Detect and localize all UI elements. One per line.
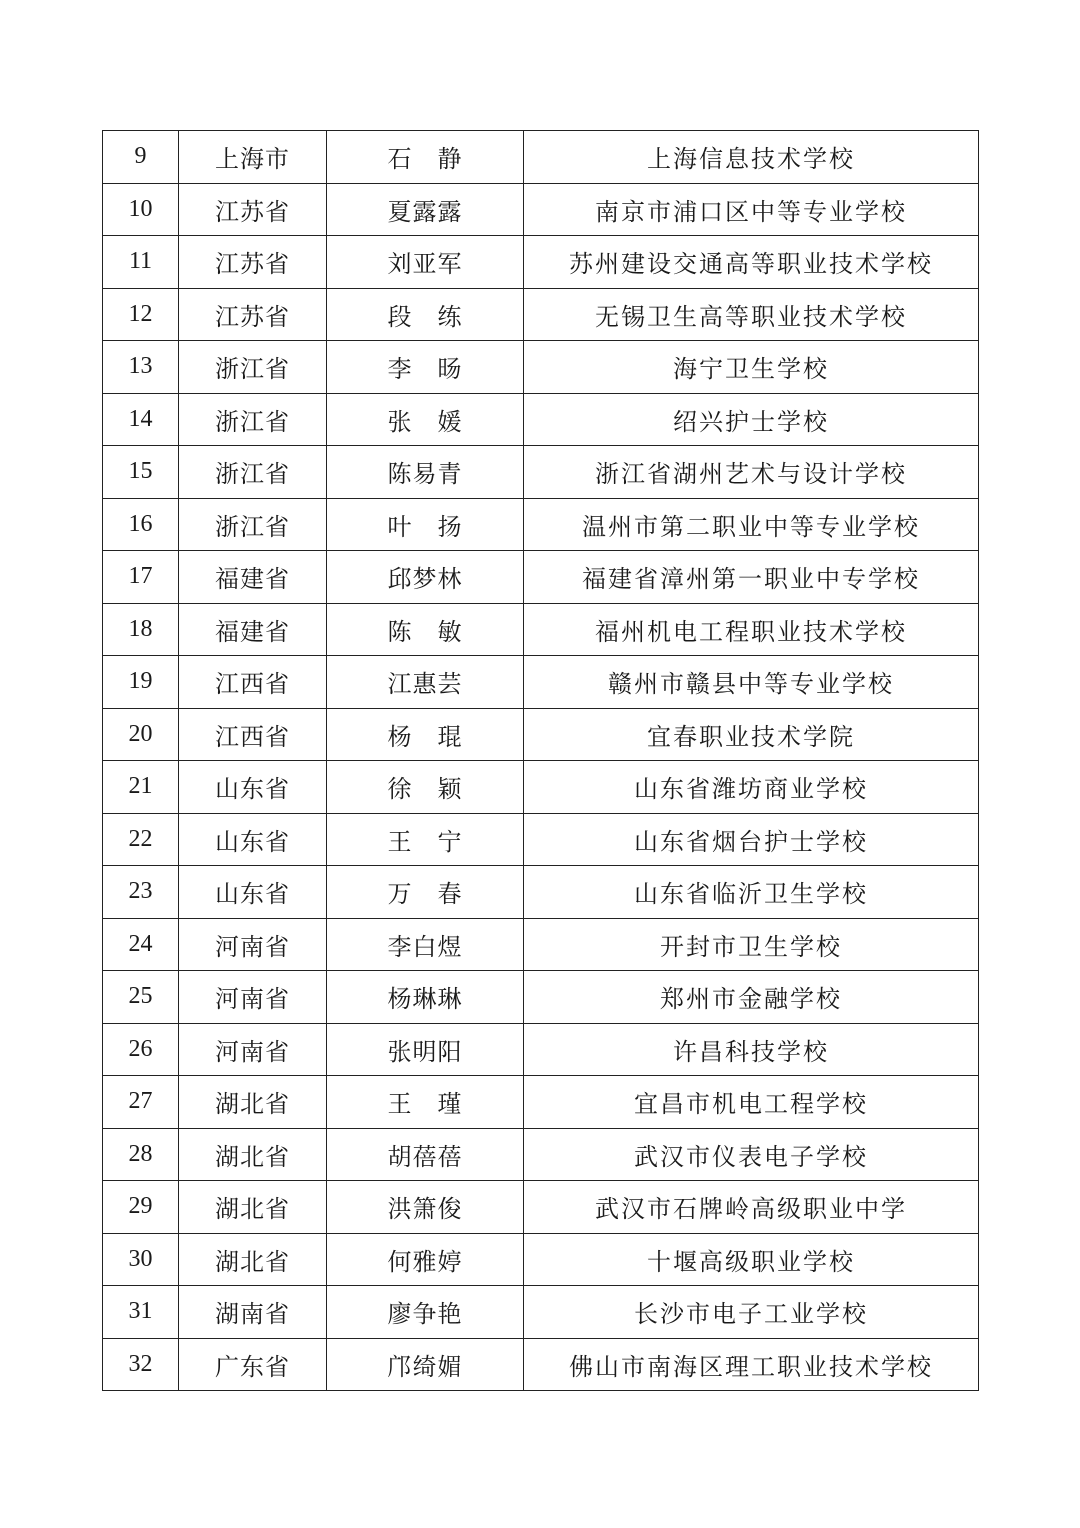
- school-cell: 上海信息技术学校: [524, 131, 979, 184]
- name-cell: 石 静: [327, 131, 524, 184]
- school-cell: 无锡卫生高等职业技术学校: [524, 288, 979, 341]
- row-number-cell: 24: [103, 918, 179, 971]
- name-cell: 刘亚军: [327, 236, 524, 289]
- school-cell: 福建省漳州第一职业中专学校: [524, 551, 979, 604]
- row-number-cell: 18: [103, 603, 179, 656]
- row-number-cell: 13: [103, 341, 179, 394]
- table-row: [103, 971, 979, 1024]
- school-cell: 赣州市赣县中等专业学校: [524, 656, 979, 709]
- table-row: [103, 918, 979, 971]
- province-cell: 河南省: [179, 971, 327, 1024]
- roster-table: [102, 130, 979, 1391]
- table-row: [103, 1076, 979, 1129]
- province-cell: 湖南省: [179, 1286, 327, 1339]
- province-cell: 山东省: [179, 813, 327, 866]
- table-row: [103, 236, 979, 289]
- name-cell: 徐 颖: [327, 761, 524, 814]
- name-cell: 胡蓓蓓: [327, 1128, 524, 1181]
- school-cell: 南京市浦口区中等专业学校: [524, 183, 979, 236]
- school-cell: 长沙市电子工业学校: [524, 1286, 979, 1339]
- row-number-cell: 21: [103, 761, 179, 814]
- province-cell: 山东省: [179, 761, 327, 814]
- name-cell: 杨 琨: [327, 708, 524, 761]
- name-cell: 何雅婷: [327, 1233, 524, 1286]
- name-cell: 李 旸: [327, 341, 524, 394]
- table-row: [103, 341, 979, 394]
- school-cell: 苏州建设交通高等职业技术学校: [524, 236, 979, 289]
- row-number-cell: 30: [103, 1233, 179, 1286]
- table-row: [103, 393, 979, 446]
- school-cell: 绍兴护士学校: [524, 393, 979, 446]
- school-cell: 浙江省湖州艺术与设计学校: [524, 446, 979, 499]
- school-cell: 山东省临沂卫生学校: [524, 866, 979, 919]
- name-cell: 杨琳琳: [327, 971, 524, 1024]
- province-cell: 江苏省: [179, 183, 327, 236]
- table-row: [103, 603, 979, 656]
- table-row: [103, 813, 979, 866]
- school-cell: 武汉市石牌岭高级职业中学: [524, 1181, 979, 1234]
- table-row: [103, 761, 979, 814]
- province-cell: 湖北省: [179, 1181, 327, 1234]
- name-cell: 陈 敏: [327, 603, 524, 656]
- name-cell: 陈易青: [327, 446, 524, 499]
- name-cell: 张明阳: [327, 1023, 524, 1076]
- table-row: [103, 866, 979, 919]
- row-number-cell: 28: [103, 1128, 179, 1181]
- row-number-cell: 15: [103, 446, 179, 499]
- name-cell: 万 春: [327, 866, 524, 919]
- province-cell: 上海市: [179, 131, 327, 184]
- name-cell: 叶 扬: [327, 498, 524, 551]
- province-cell: 湖北省: [179, 1128, 327, 1181]
- school-cell: 海宁卫生学校: [524, 341, 979, 394]
- name-cell: 江惠芸: [327, 656, 524, 709]
- province-cell: 浙江省: [179, 498, 327, 551]
- school-cell: 宜昌市机电工程学校: [524, 1076, 979, 1129]
- school-cell: 许昌科技学校: [524, 1023, 979, 1076]
- row-number-cell: 12: [103, 288, 179, 341]
- school-cell: 宜春职业技术学院: [524, 708, 979, 761]
- table-row: [103, 446, 979, 499]
- table-row: [103, 183, 979, 236]
- province-cell: 江苏省: [179, 288, 327, 341]
- province-cell: 湖北省: [179, 1233, 327, 1286]
- table-row: [103, 551, 979, 604]
- school-cell: 福州机电工程职业技术学校: [524, 603, 979, 656]
- row-number-cell: 20: [103, 708, 179, 761]
- school-cell: 山东省潍坊商业学校: [524, 761, 979, 814]
- name-cell: 邱梦林: [327, 551, 524, 604]
- province-cell: 江西省: [179, 656, 327, 709]
- row-number-cell: 23: [103, 866, 179, 919]
- province-cell: 福建省: [179, 603, 327, 656]
- table-row: [103, 1128, 979, 1181]
- row-number-cell: 26: [103, 1023, 179, 1076]
- table-row: [103, 708, 979, 761]
- school-cell: 开封市卫生学校: [524, 918, 979, 971]
- school-cell: 山东省烟台护士学校: [524, 813, 979, 866]
- province-cell: 江苏省: [179, 236, 327, 289]
- province-cell: 浙江省: [179, 446, 327, 499]
- table-row: [103, 288, 979, 341]
- province-cell: 河南省: [179, 1023, 327, 1076]
- name-cell: 邝绮媚: [327, 1338, 524, 1391]
- name-cell: 夏露露: [327, 183, 524, 236]
- name-cell: 王 瑾: [327, 1076, 524, 1129]
- province-cell: 河南省: [179, 918, 327, 971]
- row-number-cell: 10: [103, 183, 179, 236]
- table-row: [103, 1023, 979, 1076]
- row-number-cell: 29: [103, 1181, 179, 1234]
- row-number-cell: 25: [103, 971, 179, 1024]
- province-cell: 湖北省: [179, 1076, 327, 1129]
- row-number-cell: 19: [103, 656, 179, 709]
- table-row: [103, 656, 979, 709]
- name-cell: 廖争艳: [327, 1286, 524, 1339]
- table-row: [103, 131, 979, 184]
- row-number-cell: 9: [103, 131, 179, 184]
- table-row: [103, 1338, 979, 1391]
- roster-table-body: [103, 131, 979, 1391]
- province-cell: 浙江省: [179, 341, 327, 394]
- row-number-cell: 27: [103, 1076, 179, 1129]
- school-cell: 武汉市仪表电子学校: [524, 1128, 979, 1181]
- name-cell: 李白煜: [327, 918, 524, 971]
- province-cell: 江西省: [179, 708, 327, 761]
- school-cell: 十堰高级职业学校: [524, 1233, 979, 1286]
- name-cell: 洪箫俊: [327, 1181, 524, 1234]
- row-number-cell: 17: [103, 551, 179, 604]
- table-row: [103, 1286, 979, 1339]
- row-number-cell: 31: [103, 1286, 179, 1339]
- row-number-cell: 22: [103, 813, 179, 866]
- table-row: [103, 498, 979, 551]
- school-cell: 温州市第二职业中等专业学校: [524, 498, 979, 551]
- school-cell: 郑州市金融学校: [524, 971, 979, 1024]
- row-number-cell: 11: [103, 236, 179, 289]
- province-cell: 浙江省: [179, 393, 327, 446]
- province-cell: 山东省: [179, 866, 327, 919]
- name-cell: 王 宁: [327, 813, 524, 866]
- school-cell: 佛山市南海区理工职业技术学校: [524, 1338, 979, 1391]
- row-number-cell: 16: [103, 498, 179, 551]
- table-row: [103, 1233, 979, 1286]
- row-number-cell: 32: [103, 1338, 179, 1391]
- name-cell: 张 媛: [327, 393, 524, 446]
- name-cell: 段 练: [327, 288, 524, 341]
- province-cell: 福建省: [179, 551, 327, 604]
- table-row: [103, 1181, 979, 1234]
- row-number-cell: 14: [103, 393, 179, 446]
- province-cell: 广东省: [179, 1338, 327, 1391]
